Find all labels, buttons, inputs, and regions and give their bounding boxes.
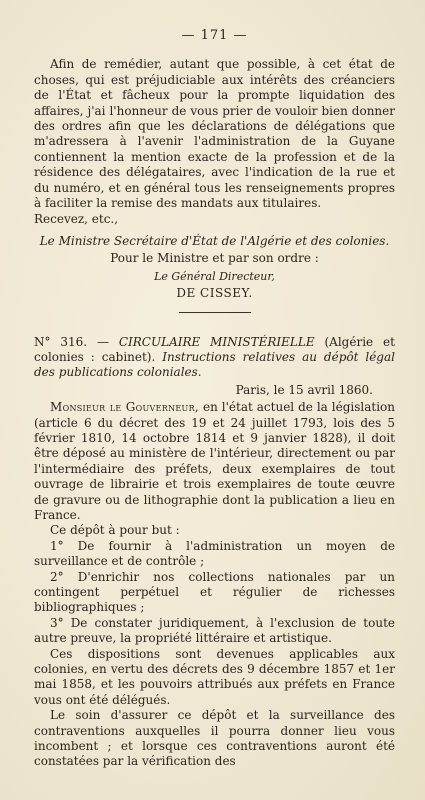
salutation: Monsieur le Gouverneur, bbox=[50, 400, 200, 415]
purpose-item-1: 1° De fournir à l'administration un moyen de surveillance et de contrôle ; bbox=[34, 538, 395, 569]
minister-signature: Le Ministre Secrétaire d'État de l'Algérie et des colonies. bbox=[39, 233, 390, 248]
circular-authority: (Algérie et colonies : cabinet). bbox=[34, 334, 395, 364]
section-divider bbox=[179, 312, 251, 313]
delegate-name: DE CISSEY. bbox=[176, 286, 253, 301]
purpose-intro: Ce dépôt à pour but : bbox=[50, 523, 180, 538]
paragraph-legislation bbox=[34, 400, 395, 523]
circular-heading bbox=[34, 335, 395, 381]
paragraph-remedy: Afin de remédier, autant que possible, à cet état de choses, qui est préjudiciable aux intérêts des créanciers de l'État et fâcheux pour la prompte liquidation des affaires, j'ai l'honneur de vous prier de vouloir bien donner des ordres afin que les déclarations de délégations que m'adressera à l'avenir l'administration de la Guyane contiennent la mention exacte de la profession et de la résidence des délégataires, avec l'indication de la rue et du numéro, et en général tous les renseignements propres à faciliter la remise des mandats aux titulaires. bbox=[34, 57, 395, 211]
paragraph-legislation-text: en l'état actuel de la législation (article 6 du décret des 19 et 24 juillet 1793, lois des 5 février 1810, 14 octobre 1814 et 9 janvier 1828), il doit être déposé au ministère de l'intérieur, directement ou par l'intermédiaire des préfets, deux exemplaires de tout ouvrage de librairie et trois exemplaires de toute œuvre de gravure ou de lithographie dont la publication a lieu en France. bbox=[34, 400, 395, 522]
delegation-line: Pour le Ministre et par son ordre : bbox=[110, 251, 319, 266]
circular-subject: Instructions relatives au dépôt légal des publications coloniales. bbox=[34, 349, 395, 380]
circular-number: N° 316. — bbox=[34, 334, 109, 349]
delegate-title: Le Général Directeur, bbox=[154, 269, 275, 283]
paragraph-colonies: Ces dispositions sont devenues applicables aux colonies, en vertu des décrets des 9 décembre 1857 et 1er mai 1858, et les pouvoirs attribués aux préfets en France vous ont été délégués. bbox=[34, 646, 395, 707]
circular-title: CIRCULAIRE MINISTÉRIELLE bbox=[118, 334, 315, 349]
closing-formula: Recevez, etc., bbox=[34, 212, 119, 227]
dateline: Paris, le 15 avril 1860. bbox=[235, 382, 373, 397]
purpose-item-2: 2° D'enrichir nos collections nationales par un contingent perpétuel et régulier de richesses bibliographiques ; bbox=[34, 569, 395, 615]
page-number: — 171 — bbox=[181, 28, 248, 43]
paragraph-surveillance: Le soin d'assurer ce dépôt et la surveillance des contraventions auxquelles il pourra donner lieu vous incombent ; et lorsque ces contraventions auront été constatées par la vérification des bbox=[34, 708, 395, 769]
purpose-item-3: 3° De constater juridiquement, à l'exclusion de toute autre preuve, la propriété littéraire et artistique. bbox=[34, 615, 395, 646]
